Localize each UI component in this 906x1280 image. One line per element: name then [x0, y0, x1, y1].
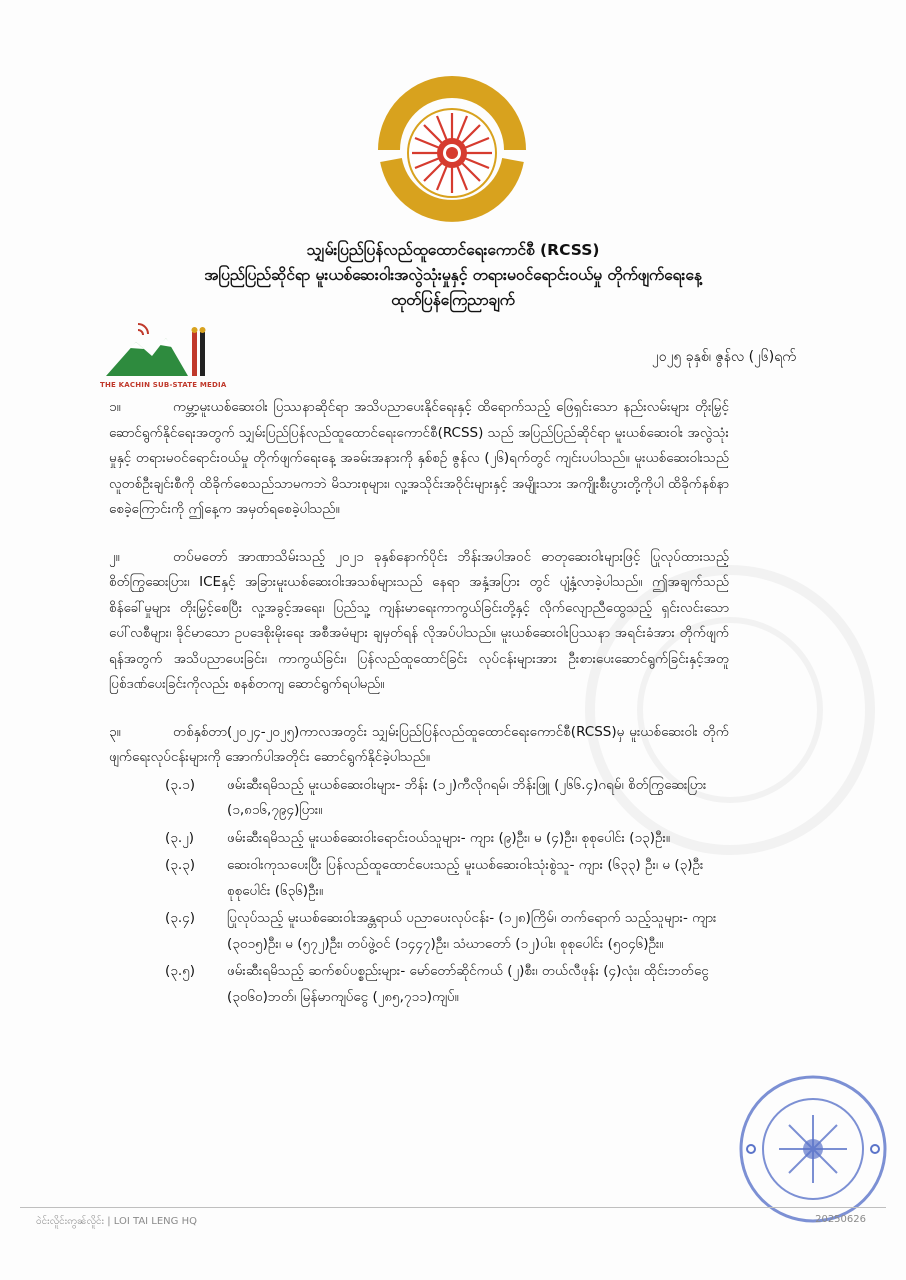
list-item-text: ဖမ်းဆီးရမိသည့် ဆက်စပ်ပစ္စည်းများ- မော်တော်ဆိုင်ကယ် (၂)စီး၊ တယ်လီဖုန်း (၄)လုံး၊ ထိုင်းဘတ်ငွေ (၃၀၆၀)ဘတ်၊ မြန်မာကျပ်ငွေ (၂၈၅,၇၁၁)ကျပ်။	[227, 963, 709, 1005]
paragraph-1	[109, 395, 729, 523]
list-item-number: (၃.၁)	[165, 776, 196, 793]
list-item	[165, 826, 729, 852]
paragraph-number: ၁။	[109, 399, 121, 415]
paragraph-text: တပ်မတော် အာဏာသိမ်းသည့် ၂၀၂၁ ခုနှစ်နောက်ပိုင်း ဘိန်းအပါအဝင် ဓာတုဆေးဝါးများဖြင့် ပြုလုပ်ထားသည့် စိတ်ကြွဆေးပြား၊ ICEနှင့် အခြားမူးယစ်ဆေးဝါးအသစ်များသည် နေရာ အနှံ့အပြား တွင် ပျံ့နှံ့လာခဲ့ပါသည်။ ဤအချက်သည် စိန်ခေါ်မှုများ တိုးမြှင့်စေပြီး လူ့အခွင့်အရေး၊ ပြည်သူ့ ကျန်းမာရေးကာကွယ်ခြင်းတို့နှင့် လိုက်လျောညီထွေသည့် ရှင်းလင်းသော ပေါ်လစီများ၊ ခိုင်မာသော ဥပဒေစိုးမိုးရေး အစီအမံများ ချမှတ်ရန် လိုအပ်ပါသည်။ မူးယစ်ဆေးဝါးပြဿနာ အရင်းခံအား တိုက်ဖျက်ရန်အတွက် အသိပညာပေးခြင်း၊ ကာကွယ်ခြင်း၊ ပြန်လည်ထူထောင်ခြင်း လုပ်ငန်းများအား ဦးစားပေးဆောင်ရွက်ခြင်းနှင့်အတူ ပြစ်ဒဏ်ပေးခြင်းကိုလည်း စနစ်တကျ ဆောင်ရွက်ရပါမည်။	[109, 548, 729, 692]
title-line-2: အပြည်ပြည်ဆိုင်ရာ မူးယစ်ဆေးဝါးအလွဲသုံးမှုနှင့် တရားမဝင်ရောင်းဝယ်မှု တိုက်ဖျက်ရေးနေ့	[204, 266, 702, 284]
title-line-1: သျှမ်းပြည်ပြန်လည်ထူထောင်ရေးကောင်စီ (RCSS)	[306, 241, 600, 259]
list-item-text: ဆေးဝါးကုသပေးပြီး ပြန်လည်ထူထောင်ပေးသည့် မူးယစ်ဆေးဝါးသုံးစွဲသူ- ကျား (၆၃၃) ဦး၊ မ (၃)ဦး စုစုပေါင်း (၆၃၆)ဦး။	[227, 857, 704, 899]
list-item	[165, 853, 729, 904]
footer-doc-number: 20250626	[815, 1214, 866, 1225]
list-item-number: (၃.၄)	[165, 910, 196, 926]
list-item	[165, 906, 729, 957]
footer-divider	[20, 1207, 886, 1208]
document-body	[109, 395, 729, 1012]
document-date: ၂၀၂၅ ခုနှစ်၊ ဇွန်လ (၂၆)ရက်	[651, 349, 796, 365]
paragraph-number: ၃။	[109, 723, 121, 740]
paragraph-2	[109, 545, 729, 698]
document-title	[150, 238, 756, 313]
list-item-text: ဖမ်းဆီးရမိသည့် မူးယစ်ဆေးဝါးများ- ဘိန်း (၁၂)ကီလိုဂရမ်၊ ဘိန်းဖြူ (၂၆၆.၄)ဂရမ်၊ စိတ်ကြွဆေးပြား (၁,၈၁၆,၇၉၄)ပြား။	[227, 776, 707, 818]
rcss-seal-logo	[377, 70, 527, 228]
paragraph-text: ကမ္ဘာ့မူးယစ်ဆေးဝါး ပြဿနာဆိုင်ရာ အသိပညာပေးနိုင်ရေးနှင့် ထိရောက်သည့် ဖြေရှင်းသော နည်းလမ်းများ တိုးမြှင့်ဆောင်ရွက်နိုင်ရေးအတွက် သျှမ်းပြည်ပြန်လည်ထူထောင်ရေးကောင်စီ(RCSS) သည် အပြည်ပြည်ဆိုင်ရာ မူးယစ်ဆေးဝါး အလွဲသုံးမှုနှင့် တရားမဝင်ရောင်းဝယ်မှု တိုက်ဖျက်ရေးနေ့ အခမ်းအနားကို နှစ်စဉ် ဇွန်လ (၂၆)ရက်တွင် ကျင်းပပါသည်။ မူးယစ်ဆေးဝါးသည် လူတစ်ဦးချင်းစီကို ထိခိုက်စေသည်သာမကဘဲ မိသားစုများ၊ လူ့အသိုင်းအဝိုင်းများနှင့် အမျိုးသား အကျိုးစီးပွားတို့ကိုပါ ထိခိုက်နစ်နာစေခဲ့ကြောင်းကို ဤနေ့က အမှတ်ရစေခဲ့ပါသည်။	[109, 399, 729, 517]
list-item-number: (၃.၃)	[165, 857, 196, 873]
media-logo-text: THE KACHIN SUB-STATE MEDIA	[100, 381, 227, 389]
title-line-3: ထုတ်ပြန်ကြေညာချက်	[391, 291, 515, 309]
official-stamp	[737, 1073, 889, 1225]
footer-office: ဝဲင်းလိူင်းဢွၼ်လိူင်း | LOI TAI LENG HQ	[36, 1216, 197, 1227]
list-item	[165, 959, 729, 1010]
paragraph-number: ၂။	[109, 548, 120, 565]
kachin-media-logo	[100, 318, 230, 396]
list-item	[165, 773, 729, 824]
list-item-text: ဖမ်းဆီးရမိသည့် မူးယစ်ဆေးဝါးရောင်းဝယ်သူများ- ကျား (၉)ဦး၊ မ (၄)ဦး၊ စုစုပေါင်း (၁၃)ဦး။	[227, 829, 670, 846]
list-item-text: ပြုလုပ်သည့် မူးယစ်ဆေးဝါးအန္တရာယ် ပညာပေးလုပ်ငန်း- (၁၂၈)ကြိမ်၊ တက်ရောက် သည့်သူများ- ကျား (၃၀၁၅)ဦး၊ မ (၅၇၂)ဦး၊ တပ်ဖွဲ့ဝင် (၁၄၄၇)ဦး၊ သံဃာတော် (၁၂)ပါး၊ စုစုပေါင်း (၅၀၄၆)ဦး။	[227, 910, 717, 952]
mountain-icon	[100, 318, 230, 380]
list-item-number: (၃.၅)	[165, 963, 196, 979]
paragraph-3	[109, 720, 729, 771]
list-item-number: (၃.၂)	[165, 829, 195, 846]
paragraph-text: တစ်နှစ်တာ(၂၀၂၄-၂၀၂၅)ကာလအတွင်း သျှမ်းပြည်ပြန်လည်ထူထောင်ရေးကောင်စီ(RCSS)မှ မူးယစ်ဆေးဝါး တိုက်ဖျက်ရေးလုပ်ငန်းများကို အောက်ပါအတိုင်း ဆောင်ရွက်နိုင်ခဲ့ပါသည်။	[109, 723, 729, 765]
